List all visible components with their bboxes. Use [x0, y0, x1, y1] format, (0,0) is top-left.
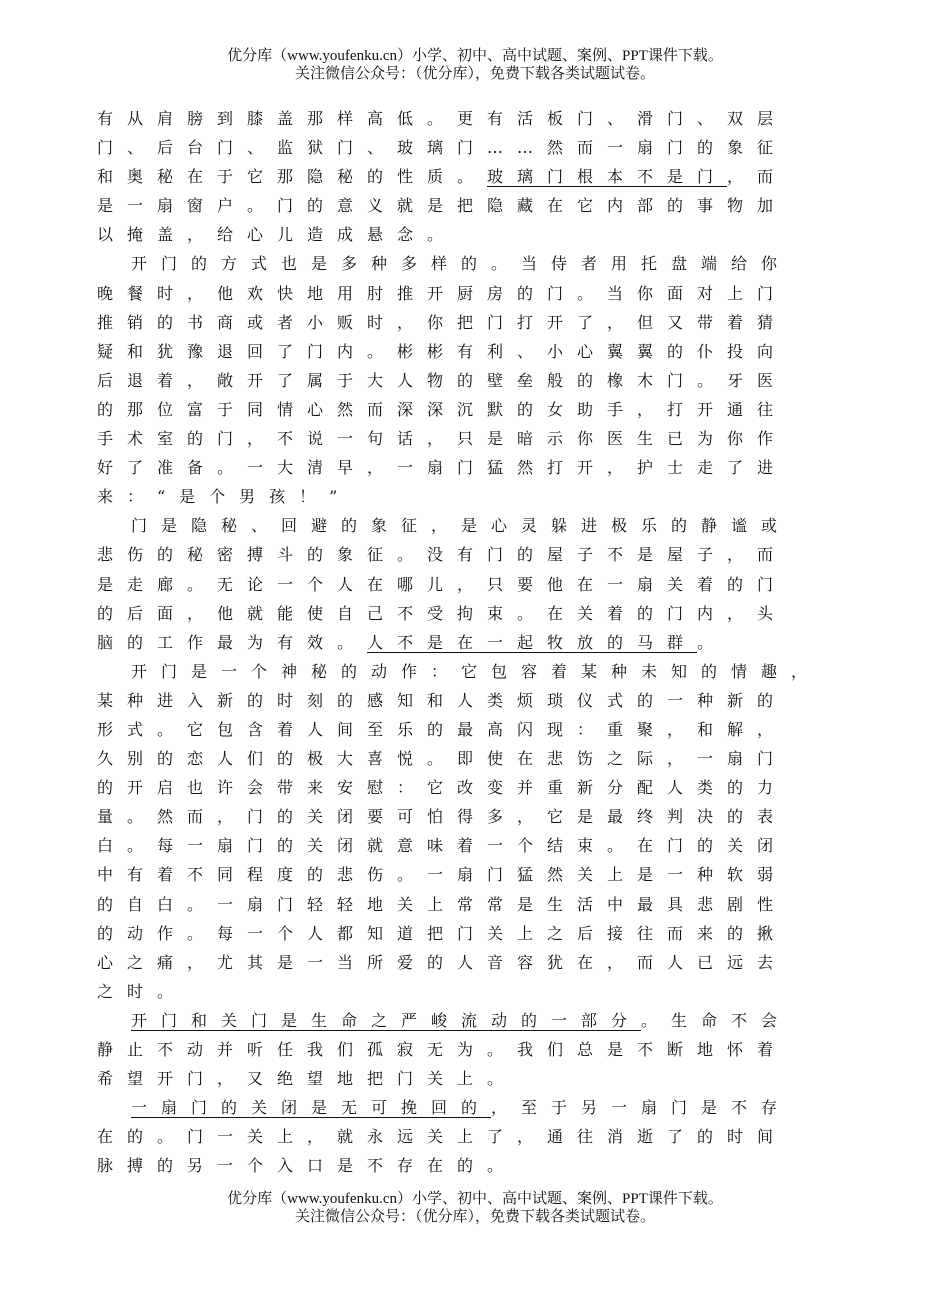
text-line: 的自白。一扇门轻轻地关上常常是生活中最具悲剧性: [97, 894, 788, 914]
text-line: 静止不动并听任我们孤寂无为。我们总是不断地怀着: [97, 1040, 788, 1059]
text-segment: 。: [697, 632, 728, 652]
paragraph-start: 开门的方式也是多种多样的。当侍者用托盘端给你: [131, 254, 792, 274]
text-line: 有从肩膀到膝盖那样高低。更有活板门、滑门、双层: [97, 109, 788, 128]
text-line: 希望开门，又绝望地把门关上。: [97, 1069, 518, 1089]
text-segment: 和奥秘在于它那隐秘的性质。: [97, 167, 488, 187]
page-header: [0, 47, 950, 83]
text-line: 以掩盖，给心儿造成悬念。: [97, 225, 458, 245]
underlined-sentence: 人不是在一起牧放的马群: [367, 632, 698, 652]
footer-line-2: 关注微信公众号：（优分库），免费下载各类试题试卷。: [294, 1209, 655, 1225]
text-line: 白。每一扇门的关闭就意味着一个结束。在门的关闭: [97, 836, 788, 856]
text-line: 的开启也许会带来安慰：它改变并重新分配人类的力: [97, 778, 788, 798]
paragraph-start: [97, 1093, 857, 1122]
text-line: 形式。它包含着人间至乐的最高闪现：重聚，和解，: [97, 719, 788, 739]
text-line: 晚餐时，他欢快地用肘推开厨房的门。当你面对上门: [97, 283, 788, 303]
text-line: [97, 162, 857, 191]
text-line: 的后面，他就能使自己不受拘束。在关着的门内，头: [97, 603, 788, 623]
text-line: 门、后台门、监狱门、玻璃门……然而一扇门的象征: [97, 138, 788, 158]
underlined-sentence: 开门和关门是生命之严峻流动的一部分: [131, 1010, 642, 1030]
text-line: 是一扇窗户。门的意义就是把隐藏在它内部的事物加: [97, 196, 788, 216]
paragraph-start: 门是隐秘、回避的象征，是心灵躲进极乐的静谧或: [131, 516, 792, 536]
text-line: 好了准备。一大清早，一扇门猛然打开，护士走了进: [97, 458, 788, 478]
text-line: 来：“是个男孩！”: [97, 487, 352, 507]
text-segment: 。生命不会: [641, 1010, 792, 1030]
text-line: 手术室的门，不说一句话，只是暗示你医生已为你作: [97, 429, 788, 449]
header-line-1: 优分库（www.youfenku.cn）小学、初中、高中试题、案例、PPT课件下载。: [227, 48, 723, 64]
text-line: 后退着，敞开了属于大人物的壁垒般的橡木门。牙医: [97, 370, 788, 390]
text-line: 心之痛，尤其是一当所爱的人音容犹在，而人已远去: [97, 952, 788, 972]
text-line: 量。然而，门的关闭要可怕得多，它是最终判决的表: [97, 807, 788, 827]
text-segment: ，而: [727, 167, 788, 187]
paragraph-start: 开门是一个神秘的动作：它包容着某种未知的情趣，: [131, 661, 822, 681]
article-body: [97, 104, 857, 1180]
text-segment: 脑的工作最为有效。: [97, 632, 368, 652]
text-line: 悲伤的秘密搏斗的象征。没有门的屋子不是屋子，而: [97, 545, 788, 565]
text-line: 久别的恋人们的极大喜悦。即使在悲饬之际，一扇门: [97, 749, 788, 769]
text-line: 在的。门一关上，就永远关上了，通往消逝了的时间: [97, 1127, 788, 1147]
text-line: 疑和犹豫退回了门内。彬彬有利、小心翼翼的仆投向: [97, 341, 788, 361]
text-line: 的动作。每一个人都知道把门关上之后接往而来的揪: [97, 923, 788, 943]
text-line: 之时。: [97, 981, 188, 1001]
text-line: 脉搏的另一个入口是不存在的。: [97, 1156, 518, 1176]
underlined-sentence: 一扇门的关闭是无可挽回的: [131, 1098, 492, 1118]
text-line: 的那位富于同情心然而深深沉默的女助手，打开通往: [97, 399, 788, 419]
page-footer: [0, 1190, 950, 1226]
paragraph-start: [97, 1006, 857, 1035]
text-line: 推销的书商或者小贩时，你把门打开了，但又带着猜: [97, 312, 788, 332]
footer-line-1: 优分库（www.youfenku.cn）小学、初中、高中试题、案例、PPT课件下载。: [227, 1191, 723, 1207]
text-line: 某种进入新的时刻的感知和人类烦琐仪式的一种新的: [97, 690, 788, 710]
text-segment: ，至于另一扇门是不存: [491, 1098, 792, 1118]
text-line: 是走廊。无论一个人在哪儿，只要他在一扇关着的门: [97, 574, 788, 594]
header-line-2: 关注微信公众号：（优分库），免费下载各类试题试卷。: [294, 66, 655, 82]
underlined-sentence: 玻璃门根本不是门: [487, 167, 728, 187]
text-line: 中有着不同程度的悲伤。一扇门猛然关上是一种软弱: [97, 865, 788, 885]
text-line: [97, 628, 857, 657]
